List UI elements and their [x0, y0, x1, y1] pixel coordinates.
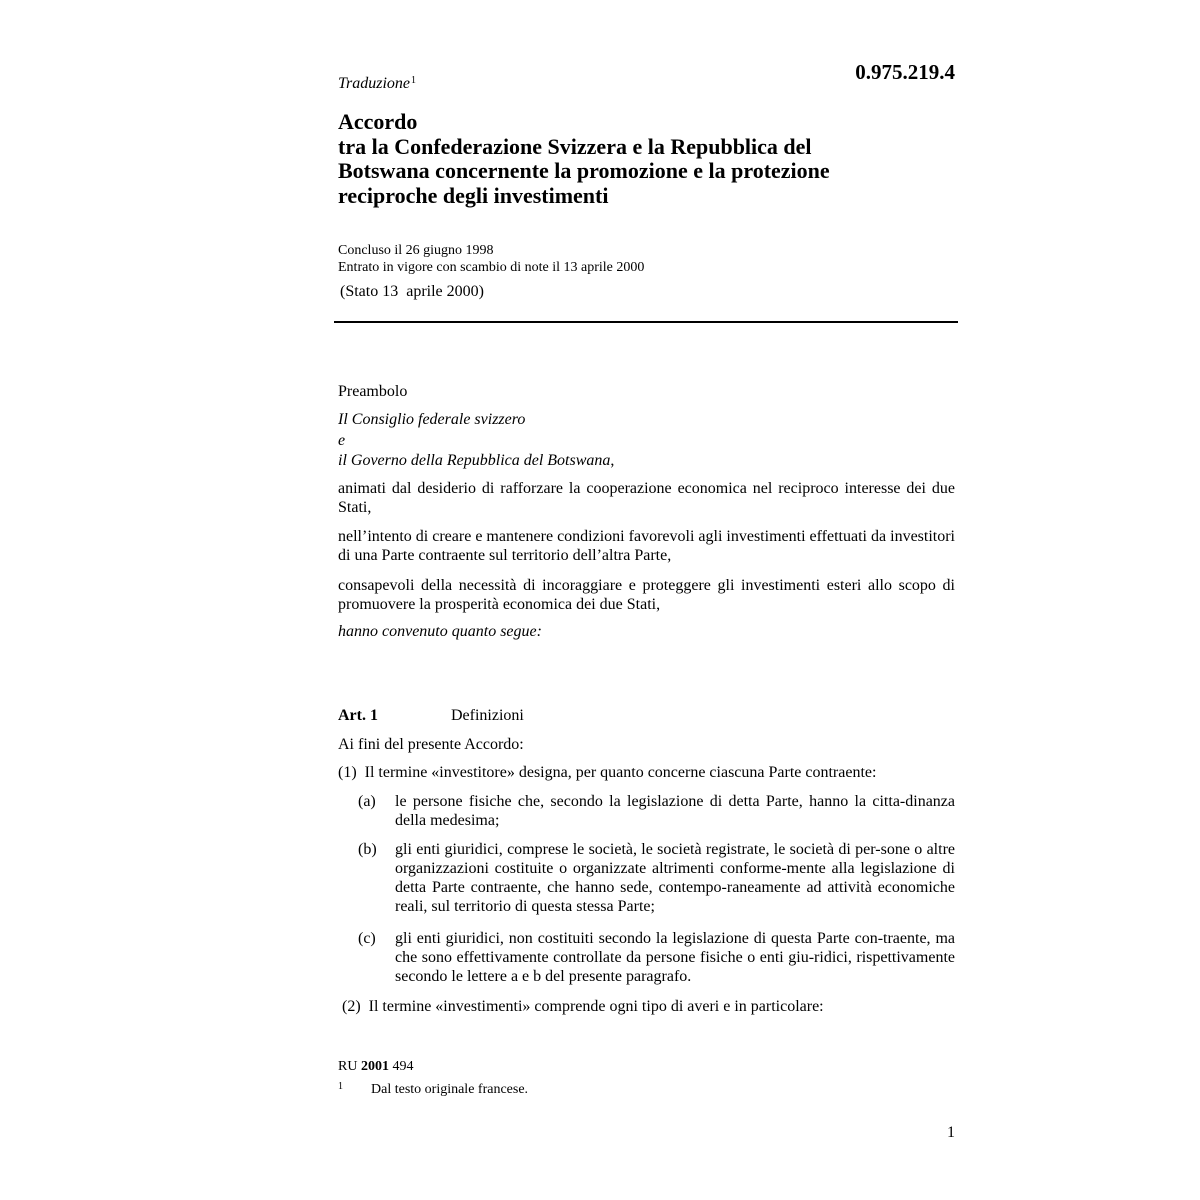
footnote-mark: 1	[338, 1081, 343, 1092]
footnote-reference: 1	[411, 75, 417, 86]
title-line: tra la Confederazione Svizzera e la Repubblica del	[338, 133, 812, 159]
list-item	[358, 840, 955, 916]
ru-reference: RU 2001 494	[338, 1059, 414, 1074]
item-text: gli enti giuridici, comprese le società, le società registrate, le società di per-sone o altre organizzazioni costituite o organizzate altrimenti conforme-mente alla legislazione di detta Parte contraente, che hanno sede, contempo-raneamente ad attività economiche reali, sul territorio di questa stessa Parte;	[395, 841, 955, 915]
preamble-paragraph: nell’intento di creare e mantenere condizioni favorevoli agli investimenti effettuati da investitori di una Parte contraente sul territorio dell’altra Parte,	[338, 528, 955, 564]
item-label: (a)	[358, 793, 376, 810]
concluded-date: Concluso il 26 giugno 1998	[338, 243, 494, 258]
preamble-closing: hanno convenuto quanto segue:	[338, 623, 542, 640]
preamble-paragraph: consapevoli della necessità di incoraggiare e proteggere gli investimenti esteri allo scopo di promuovere la prosperità economica dei due Stati,	[338, 577, 955, 613]
clause-1: (1) Il termine «investitore» designa, per quanto concerne ciascuna Parte contraente:	[338, 764, 877, 781]
title-line: Accordo	[338, 109, 418, 134]
footnote-text: Dal testo originale francese.	[371, 1082, 529, 1097]
article-number: Art. 1	[338, 707, 378, 724]
party-botswana-government: il Governo della Repubblica del Botswana,	[338, 452, 615, 469]
footnote	[338, 1081, 528, 1098]
sr-number: 0.975.219.4	[855, 60, 955, 84]
clause-2: (2) Il termine «investimenti» comprende ogni tipo di averi e in particolare:	[342, 998, 824, 1015]
document-metadata	[338, 242, 644, 276]
preamble-paragraph: animati dal desiderio di rafforzare la cooperazione economica nel reciproco interesse dei due Stati,	[338, 480, 955, 516]
document-title	[338, 110, 958, 208]
preamble-heading: Preambolo	[338, 383, 408, 400]
translation-label: Traduzione$^1$	[338, 75, 417, 92]
page-number: 1	[947, 1124, 955, 1141]
party-conjunction: e	[338, 432, 346, 449]
title-line: reciproche degli investimenti	[338, 182, 609, 208]
item-label: (c)	[358, 930, 376, 947]
status-date: (Stato 13 aprile 2000)	[340, 283, 484, 300]
item-label: (b)	[358, 841, 377, 858]
article-intro: Ai fini del presente Accordo:	[338, 736, 524, 753]
list-item	[358, 792, 955, 830]
title-line: Botswana concernente la promozione e la protezione	[338, 158, 830, 183]
header-divider	[334, 321, 958, 323]
article-title: Definizioni	[451, 707, 524, 724]
party-swiss-council: Il Consiglio federale svizzero	[338, 411, 526, 428]
item-text: gli enti giuridici, non costituiti secondo la legislazione di questa Parte con-traente, ma che sono effettivamente controllate da persone fisiche o enti giu-ridici, rispettivamente secondo le lettere a e b del presente paragrafo.	[395, 930, 955, 985]
entry-into-force: Entrato in vigore con scambio di note il 13 aprile 2000	[338, 260, 645, 275]
item-text: le persone fisiche che, secondo la legislazione di detta Parte, hanno la citta-dinanza della medesima;	[395, 793, 955, 829]
list-item	[358, 929, 955, 986]
